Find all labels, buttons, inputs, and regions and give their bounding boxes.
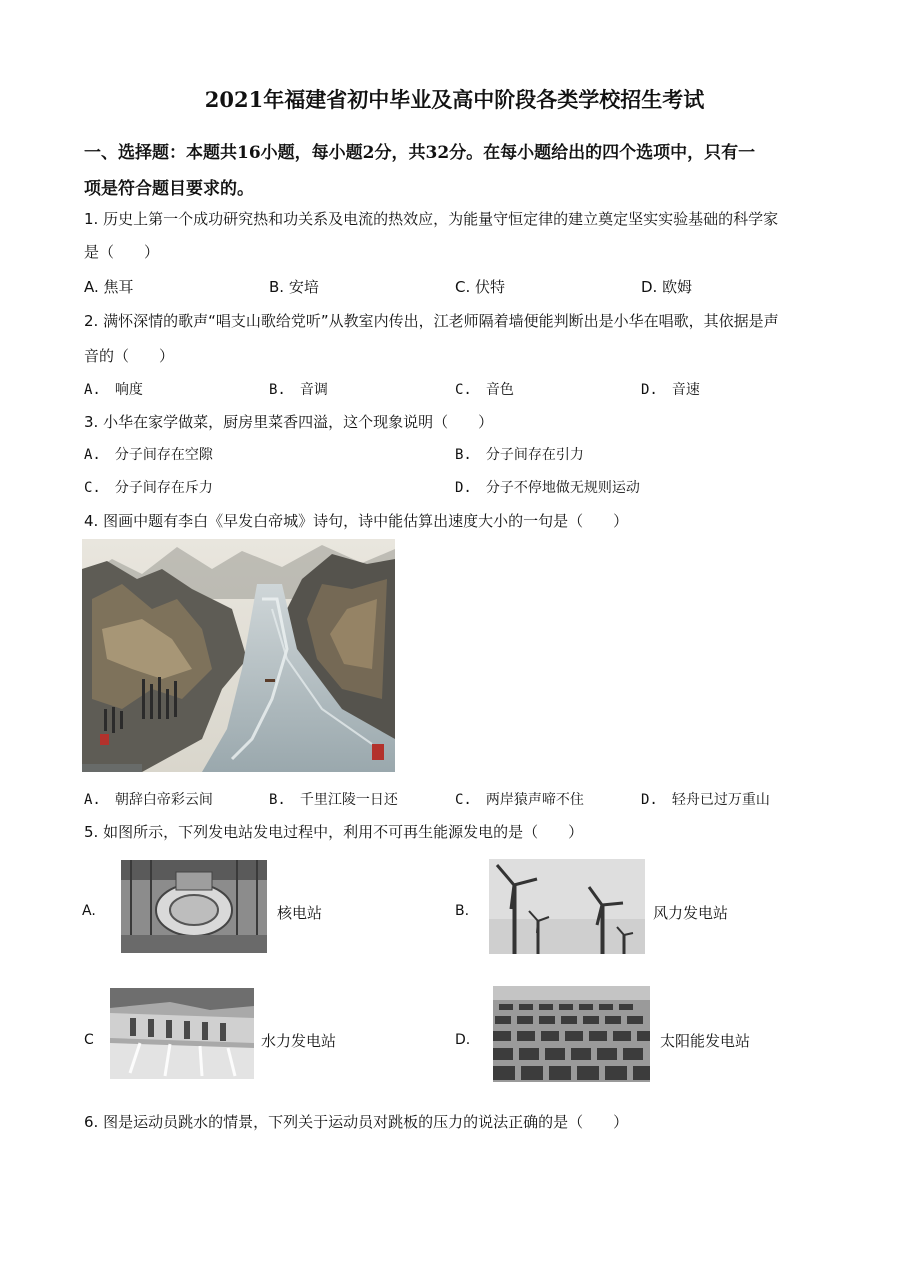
- q5-option-d-letter: D.: [455, 1032, 471, 1048]
- q3-option-d: D. 分子不停地做无规则运动: [455, 480, 640, 496]
- q4-option-a: A. 朝辞白帝彩云间: [84, 792, 213, 808]
- q6-stem: 6. 图是运动员跳水的情景，下列关于运动员对跳板的压力的说法正确的是（ ）: [84, 1113, 629, 1131]
- q1-stem-line1: 1. 历史上第一个成功研究热和功关系及电流的热效应，为能量守恒定律的建立奠定坚实实验基础的科学家: [84, 210, 779, 228]
- q2-option-d: D. 音速: [641, 382, 700, 398]
- nuclear-plant-image: [121, 860, 267, 953]
- q3-option-b: B. 分子间存在引力: [455, 447, 584, 463]
- q2-option-c: C. 音色: [455, 382, 514, 398]
- q3-stem: 3. 小华在家学做菜，厨房里菜香四溢，这个现象说明（ ）: [84, 413, 494, 431]
- q4-stem: 4. 图画中题有李白《早发白帝城》诗句，诗中能估算出速度大小的一句是（ ）: [84, 512, 629, 530]
- q4-option-b: B. 千里江陵一日还: [269, 792, 398, 808]
- section-heading-line1: 一、选择题：本题共16小题，每小题2分，共32分。在每小题给出的四个选项中，只有一: [84, 143, 756, 163]
- q1-option-d: D. 欧姆: [641, 278, 693, 296]
- q4-option-c: C. 两岸猿声啼不住: [455, 792, 584, 808]
- q3-option-a: A. 分子间存在空隙: [84, 447, 213, 463]
- q1-option-c: C. 伏特: [455, 278, 506, 296]
- exam-title: 2021年福建省初中毕业及高中阶段各类学校招生考试: [204, 87, 705, 112]
- q5-option-c-letter: C: [84, 1032, 94, 1048]
- section-heading-line2: 项是符合题目要求的。: [84, 179, 254, 199]
- q4-option-d: D. 轻舟已过万重山: [641, 792, 770, 808]
- q1-option-b: B. 安培: [269, 278, 319, 296]
- q2-option-a: A. 响度: [84, 382, 143, 398]
- q5-stem: 5. 如图所示，下列发电站发电过程中，利用不可再生能源发电的是（ ）: [84, 823, 584, 841]
- hydro-plant-image: [110, 988, 254, 1079]
- q2-stem-line2: 音的（ ）: [84, 347, 175, 365]
- q3-option-c: C. 分子间存在斥力: [84, 480, 213, 496]
- q5-option-b-label: 风力发电站: [653, 904, 729, 922]
- landscape-painting-image: [82, 539, 395, 772]
- q1-stem-line2: 是（ ）: [84, 243, 160, 261]
- q5-option-a-letter: A.: [82, 903, 96, 919]
- q1-option-a: A. 焦耳: [84, 278, 134, 296]
- q2-stem-line1: 2. 满怀深情的歌声“唱支山歌给党听”从教室内传出，江老师隔着墙便能判断出是小华在唱歌，其依据是声: [84, 312, 779, 330]
- solar-plant-image: [493, 986, 650, 1082]
- wind-farm-image: [489, 859, 645, 954]
- q5-option-a-label: 核电站: [277, 904, 323, 922]
- q2-option-b: B. 音调: [269, 382, 328, 398]
- q5-option-c-label: 水力发电站: [261, 1032, 337, 1050]
- q5-option-b-letter: B.: [455, 903, 470, 919]
- q5-option-d-label: 太阳能发电站: [660, 1032, 751, 1050]
